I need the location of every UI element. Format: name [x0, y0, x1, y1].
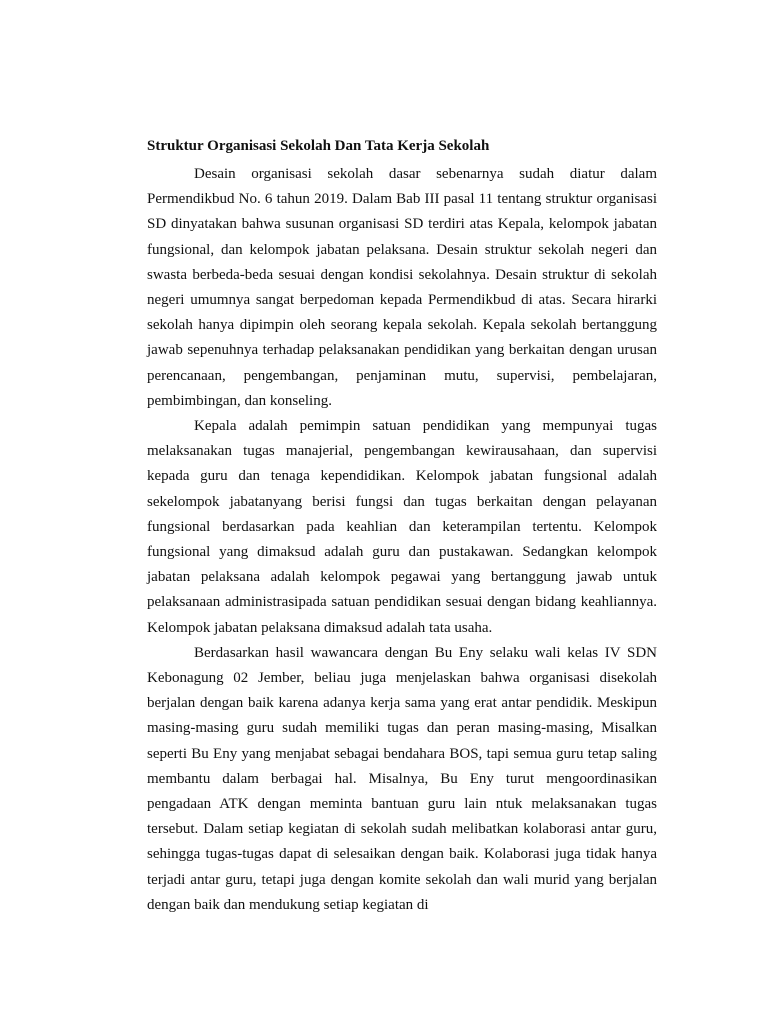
paragraph-3: Berdasarkan hasil wawancara dengan Bu Eny selaku wali kelas IV SDN Kebonagung 02 Jember, beliau juga menjelaskan bahwa organisasi disekolah berjalan dengan baik karena adanya kerja sama yang erat antar pendidik. Meskipun masing-masing guru sudah memiliki tugas dan peran masing-masing, Misalkan seperti Bu Eny yang menjabat sebagai bendahara BOS, tapi semua guru tetap saling membantu dalam berbagai hal. Misalnya, Bu Eny turut mengoordinasikan pengadaan ATK dengan meminta bantuan guru lain ntuk melaksanakan tugas tersebut. Dalam setiap kegiatan di sekolah sudah melibatkan kolaborasi antar guru, sehingga tugas-tugas dapat di selesaikan dengan baik. Kolaborasi juga tidak hanya terjadi antar guru, tetapi juga dengan komite sekolah dan wali murid yang berjalan dengan baik dan mendukung setiap kegiatan di	[147, 644, 657, 913]
paragraph-2: Kepala adalah pemimpin satuan pendidikan yang mempunyai tugas melaksanakan tugas manajerial, pengembangan kewirausahaan, dan supervisi kepada guru dan tenaga kependidikan. Kelompok jabatan fungsional adalah sekelompok jabatanyang berisi fungsi dan tugas berkaitan dengan pelayanan fungsional berdasarkan pada keahlian dan keterampilan tertentu. Kelompok fungsional yang dimaksud adalah guru dan pustakawan. Sedangkan kelompok jabatan pelaksana adalah kelompok pegawai yang bertanggung jawab untuk pelaksanaan administrasipada satuan pendidikan sesuai dengan bidang keahliannya. Kelompok jabatan pelaksana dimaksud adalah tata usaha.	[147, 418, 657, 636]
document-body	[147, 136, 657, 918]
section-heading: Struktur Organisasi Sekolah Dan Tata Kerja Sekolah	[147, 138, 490, 154]
paragraph-1: Desain organisasi sekolah dasar sebenarnya sudah diatur dalam Permendikbud No. 6 tahun 2019. Dalam Bab III pasal 11 tentang struktur organisasi SD dinyatakan bahwa susunan organisasi SD terdiri atas Kepala, kelompok jabatan fungsional, dan kelompok jabatan pelaksana. Desain struktur sekolah negeri dan swasta berbeda-beda sesuai dengan kondisi sekolahnya. Desain struktur di sekolah negeri umumnya sangat berpedoman kepada Permendikbud di atas. Secara hirarki sekolah hanya dipimpin oleh seorang kepala sekolah. Kepala sekolah bertanggung jawab sepenuhnya terhadap pelaksanakan pendidikan yang berkaitan dengan urusan perencanaan, pengembangan, penjaminan mutu, supervisi, pembelajaran, pembimbingan, dan konseling.	[147, 166, 657, 409]
